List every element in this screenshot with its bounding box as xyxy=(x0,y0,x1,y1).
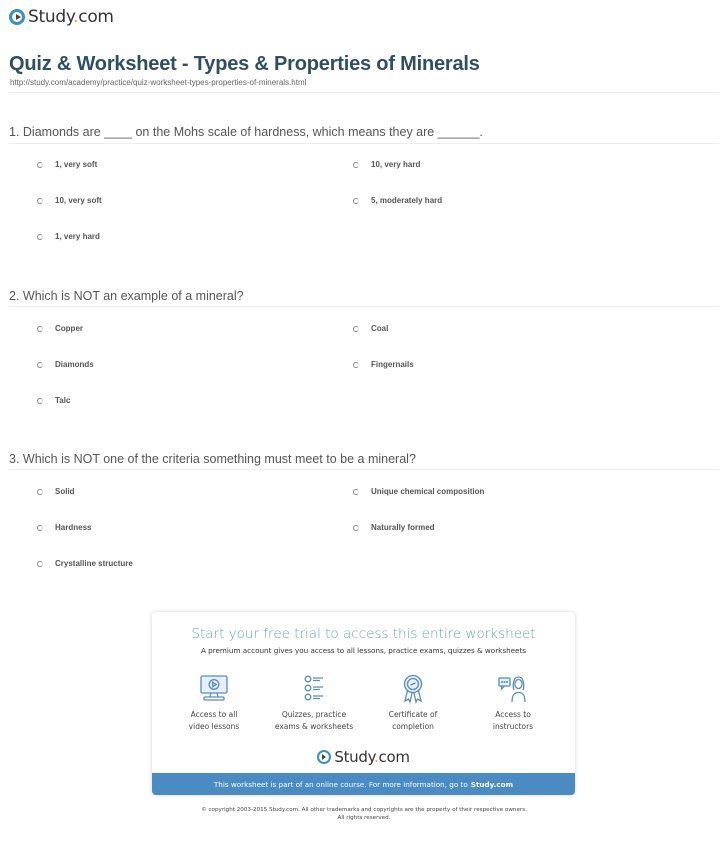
answer-option[interactable]: 1, very hard xyxy=(37,232,100,241)
copyright-notice: © copyright 2003-2015 Study.com. All other trademarks and copyrights are the property of their respective owners. All rights reserved. xyxy=(201,807,527,821)
divider xyxy=(9,469,719,470)
answer-option[interactable]: 10, very hard xyxy=(353,160,420,169)
answer-option[interactable]: Crystalline structure xyxy=(37,559,133,568)
radio-icon[interactable] xyxy=(37,398,43,404)
radio-icon[interactable] xyxy=(353,162,359,168)
radio-icon[interactable] xyxy=(37,525,43,531)
radio-icon[interactable] xyxy=(37,162,43,168)
feature-quizzes: Quizzes, practice exams & worksheets xyxy=(264,672,364,733)
radio-icon[interactable] xyxy=(353,326,359,332)
answer-option[interactable]: Naturally formed xyxy=(353,523,435,532)
study-link[interactable]: Study.com xyxy=(470,779,514,789)
answer-option[interactable]: Diamonds xyxy=(37,360,94,369)
question-2: 2. Which is NOT an example of a mineral? xyxy=(9,289,244,303)
radio-icon[interactable] xyxy=(353,525,359,531)
feature-video-lessons: Access to all video lessons xyxy=(164,672,264,733)
page-title: Quiz & Worksheet - Types & Properties of Minerals xyxy=(9,53,480,75)
logo-text: Study.com xyxy=(28,7,114,27)
radio-icon[interactable] xyxy=(353,198,359,204)
certificate-ribbon-icon xyxy=(397,672,429,704)
question-1: 1. Diamonds are ____ on the Mohs scale of hardness, which means they are ______. xyxy=(9,125,483,139)
answer-option[interactable]: 10, very soft xyxy=(37,196,102,205)
radio-icon[interactable] xyxy=(37,489,43,495)
feature-instructors: Access to instructors xyxy=(463,672,563,733)
feature-certificate: Certificate of completion xyxy=(363,672,463,733)
answer-option[interactable]: Hardness xyxy=(37,523,91,532)
radio-icon[interactable] xyxy=(37,198,43,204)
quiz-list-icon xyxy=(298,672,330,704)
promo-study-logo[interactable]: Study.com xyxy=(152,748,575,766)
instructor-chat-icon xyxy=(497,672,529,704)
radio-icon[interactable] xyxy=(37,561,43,567)
answer-option[interactable]: Fingernails xyxy=(353,360,414,369)
question-3: 3. Which is NOT one of the criteria something must meet to be a mineral? xyxy=(9,452,416,466)
radio-icon[interactable] xyxy=(353,489,359,495)
radio-icon[interactable] xyxy=(37,326,43,332)
answer-option[interactable]: 5, moderately hard xyxy=(353,196,442,205)
answer-option[interactable]: Copper xyxy=(37,324,83,333)
answer-option[interactable]: Solid xyxy=(37,487,75,496)
play-circle-icon xyxy=(9,9,25,25)
video-monitor-icon xyxy=(198,672,230,704)
study-logo[interactable] xyxy=(9,6,114,28)
divider xyxy=(9,306,719,307)
course-info-bar: This worksheet is part of an online course. For more information, go to Study.com xyxy=(152,773,575,795)
promo-subtitle: A premium account gives you access to all lessons, practice exams, quizzes & worksheets xyxy=(200,646,527,655)
play-circle-icon xyxy=(317,750,331,764)
answer-option[interactable]: Talc xyxy=(37,396,70,405)
radio-icon[interactable] xyxy=(353,362,359,368)
divider xyxy=(9,143,719,144)
promo-title[interactable]: Start your free trial to access this entire worksheet xyxy=(191,626,536,642)
answer-option[interactable]: Coal xyxy=(353,324,388,333)
radio-icon[interactable] xyxy=(37,362,43,368)
radio-icon[interactable] xyxy=(37,234,43,240)
page-url: http://study.com/academy/practice/quiz-worksheet-types-properties-of-minerals.html xyxy=(10,78,307,87)
free-trial-promo xyxy=(152,612,575,795)
divider xyxy=(9,92,719,93)
answer-option[interactable]: 1, very soft xyxy=(37,160,97,169)
answer-option[interactable]: Unique chemical composition xyxy=(353,487,484,496)
